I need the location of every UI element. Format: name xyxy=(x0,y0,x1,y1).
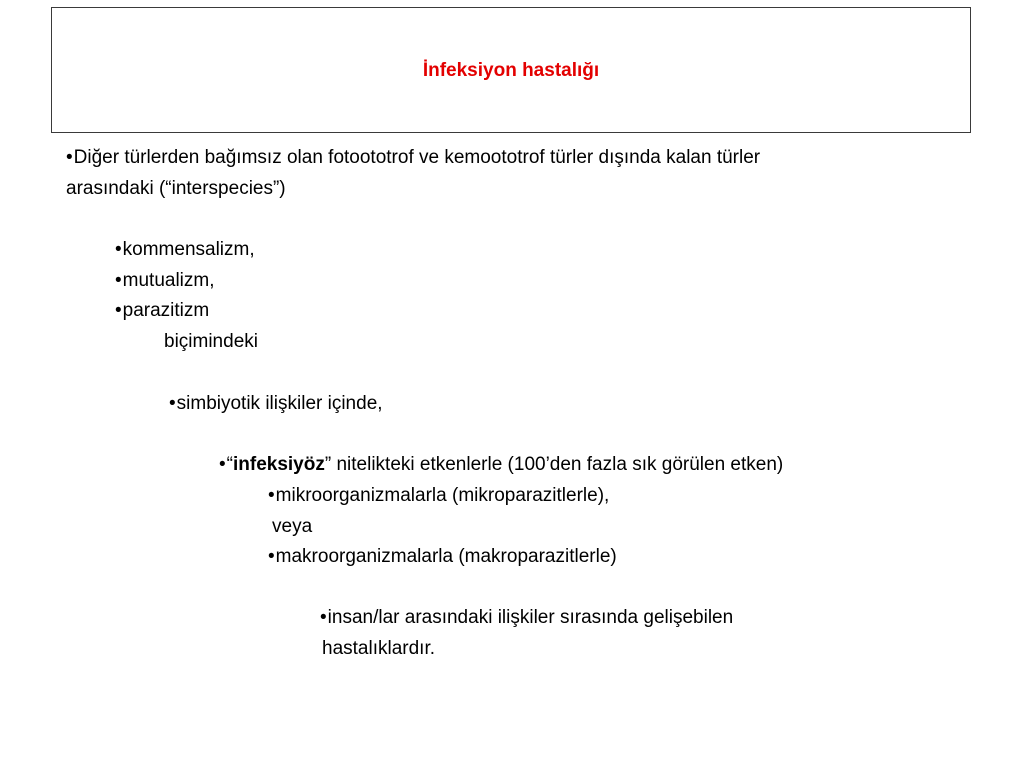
continuation-text: veya xyxy=(272,516,313,537)
open-quote: “ xyxy=(226,454,233,475)
bullet-marker: • xyxy=(115,300,122,321)
list-item-insan-line-2 xyxy=(322,638,435,660)
list-item-text: makroorganizmalarla (makroparazitlerle) xyxy=(275,546,617,567)
title-box xyxy=(51,7,971,133)
list-item-text: ” nitelikteki etkenlerle (100’den fazla sık görülen etken) xyxy=(324,454,784,475)
list-item-text: insan/lar arasındaki ilişkiler sırasında gelişebilen xyxy=(327,607,734,628)
list-item-parazitizm xyxy=(115,300,209,322)
bullet-marker: • xyxy=(320,607,327,628)
bullet-marker: • xyxy=(169,393,176,414)
continuation-text: hastalıklardır. xyxy=(322,638,435,659)
infeksiyoz-bold-term: infeksiyöz xyxy=(232,454,325,475)
list-item-text: kommensalizm, xyxy=(122,239,255,260)
list-item-simbiyotik xyxy=(169,393,383,415)
bullet-marker: • xyxy=(219,454,226,475)
intro-bullet-line-1 xyxy=(66,147,760,169)
bullet-marker: • xyxy=(66,147,73,168)
list-item-text: simbiyotik ilişkiler içinde, xyxy=(176,393,383,414)
list-item-text: parazitizm xyxy=(122,300,210,321)
bullet-marker: • xyxy=(115,270,122,291)
list-item-mutualizm xyxy=(115,270,215,292)
continuation-text: biçimindeki xyxy=(164,331,258,352)
bullet-marker: • xyxy=(115,239,122,260)
list-item-text: mutualizm, xyxy=(122,270,215,291)
intro-bullet-line-2 xyxy=(66,178,286,200)
intro-text-2: arasındaki (“interspecies”) xyxy=(66,178,286,199)
bicimindeki-text xyxy=(164,331,258,353)
bullet-marker: • xyxy=(268,546,275,567)
list-item-insan-line-1 xyxy=(320,607,733,629)
veya-text xyxy=(272,516,312,538)
list-item-kommensalizm xyxy=(115,239,255,261)
slide-title: İnfeksiyon hastalığı xyxy=(422,60,600,81)
list-item-infeksiyoz xyxy=(219,454,783,476)
bullet-marker: • xyxy=(268,485,275,506)
list-item-makro xyxy=(268,546,617,568)
list-item-text: mikroorganizmalarla (mikroparazitlerle), xyxy=(275,485,610,506)
list-item-mikro xyxy=(268,485,609,507)
intro-text-1: Diğer türlerden bağımsız olan fotoototrof ve kemoototrof türler dışında kalan türler xyxy=(73,147,761,168)
